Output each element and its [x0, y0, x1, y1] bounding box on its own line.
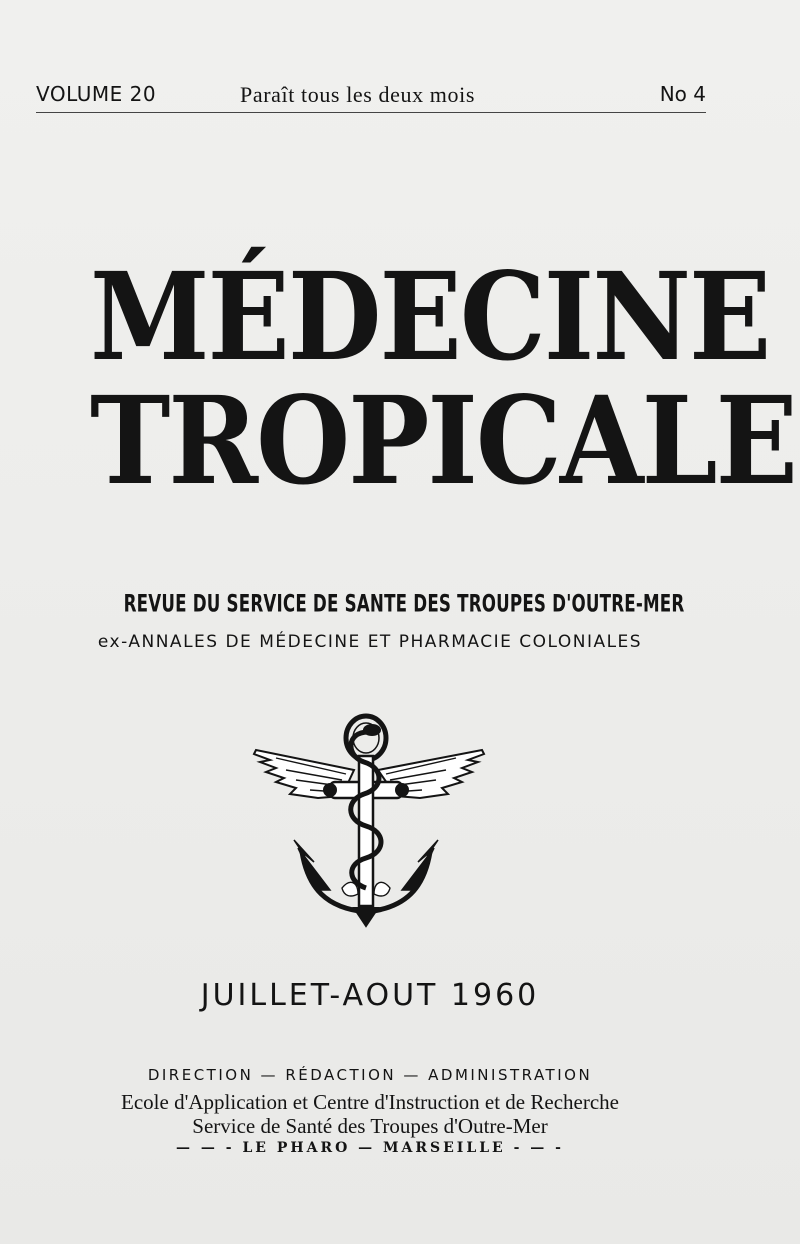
publication-frequency: Paraît tous les deux mois — [240, 82, 475, 107]
editorial-departments: DIRECTION — RÉDACTION — ADMINISTRATION — [147, 1066, 593, 1084]
former-journal-name: ex-ANNALES DE MÉDECINE ET PHARMACIE COLONIALES — [97, 632, 643, 652]
winged-anchor-caduceus-icon — [246, 712, 486, 932]
publisher-address: — — - LE PHARO — MARSEILLE - — - — [176, 1140, 564, 1156]
journal-subtitle: REVUE DU SERVICE DE SANTE DES TROUPES D'OUTRE-MER — [123, 590, 685, 618]
journal-title-line2: TROPICALE — [90, 371, 796, 513]
journal-title-line1: MÉDECINE — [90, 247, 770, 389]
service-name: Service de Santé des Troupes d'Outre-Mer — [192, 1114, 548, 1138]
issue-number: No 4 — [659, 82, 706, 106]
volume-label: VOLUME 20 — [36, 82, 157, 106]
cover-header — [36, 80, 706, 113]
institution-name: Ecole d'Application et Centre d'Instruction et de Recherche — [121, 1090, 619, 1114]
issue-date: JUILLET-AOUT 1960 — [200, 978, 540, 1013]
